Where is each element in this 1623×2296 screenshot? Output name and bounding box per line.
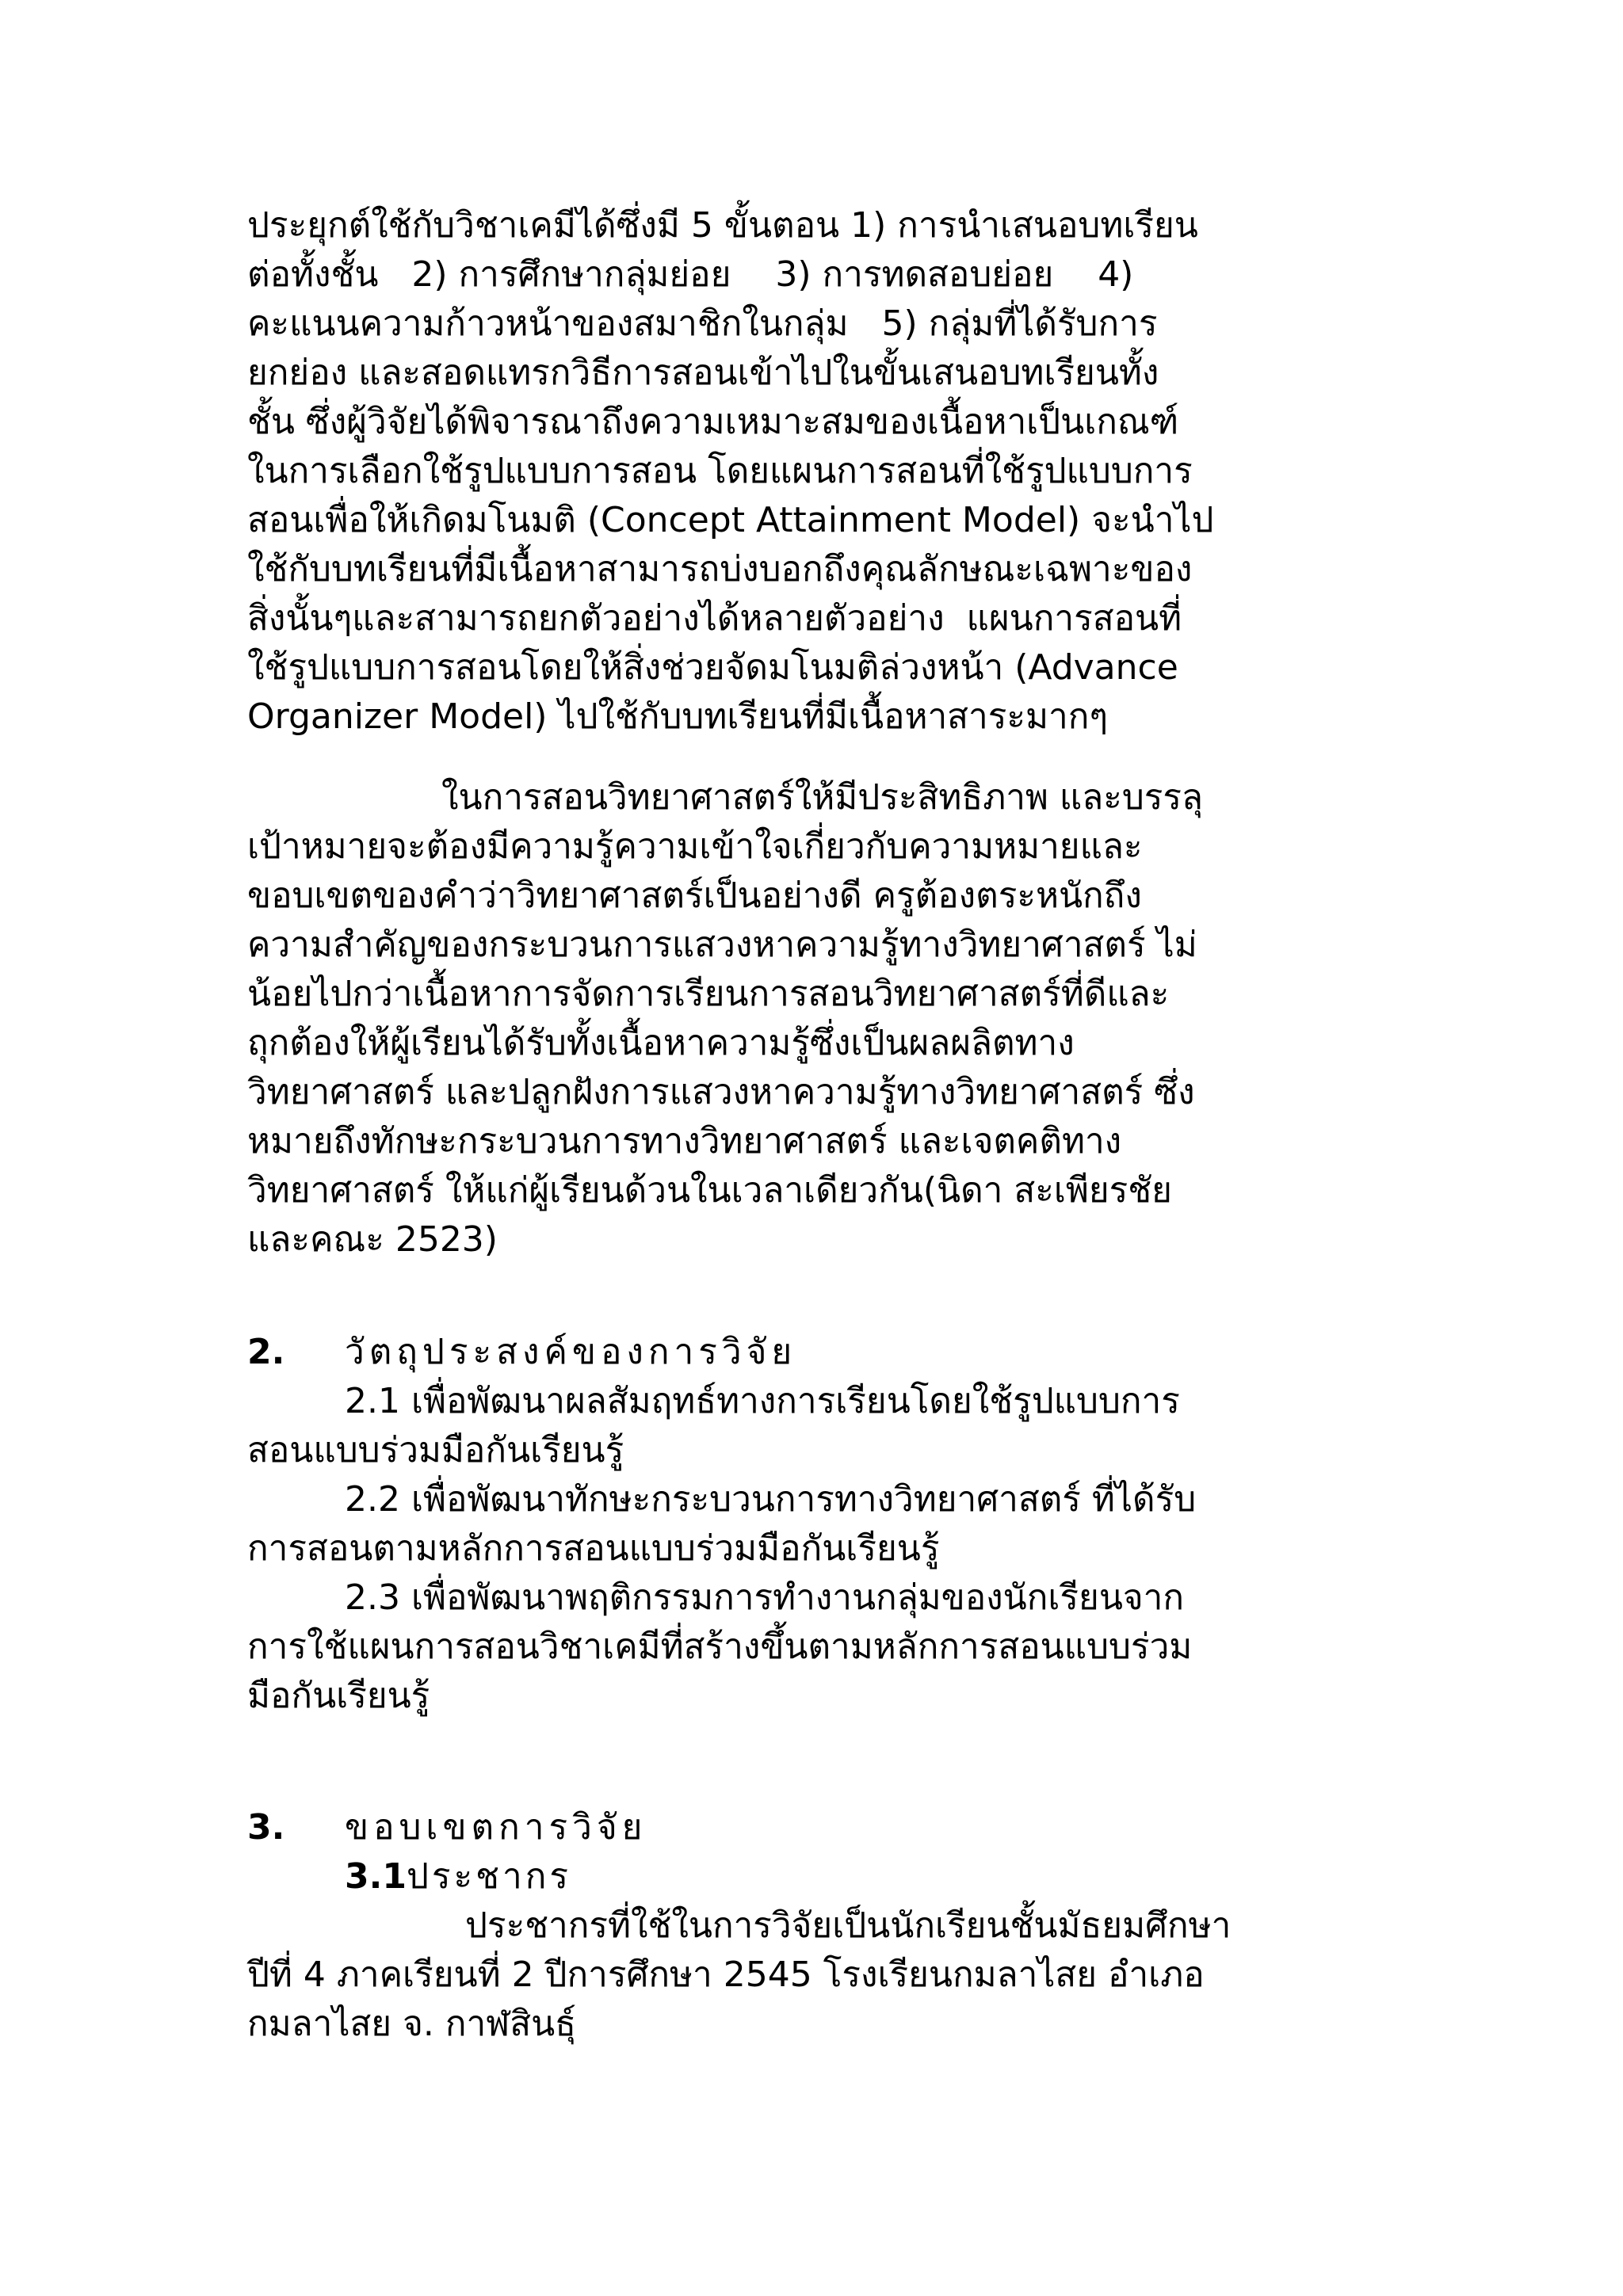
section-number: 3. [247,1807,285,1848]
section-number: 2. [247,1332,285,1372]
text-line: Organizer Model) ไปใช้กับบทเรียนที่มีเนื้อหาสาระมากๆ [247,696,1108,737]
subsection-title: ประชากร [406,1856,571,1897]
text-line: ขอบเขตของคำว่าวิทยาศาสตร์เป็นอย่างดี ครูต้องตระหนักถึง [247,875,1142,916]
text-line: และคณะ 2523) [247,1219,498,1260]
text-line: ถุกต้องให้ผู้เรียนได้รับทั้งเนื้อหาความรู้ซึ่งเป็นผลผลิตทาง [247,1023,1075,1063]
paragraph-1 [247,201,1404,742]
text-line: สิ่งนั้นๆและสามารถยกตัวอย่างได้หลายตัวอย่าง แผนการสอนที่ [247,598,1182,639]
text-line: ในการเลือกใช้รูปแบบการสอน โดยแผนการสอนที่ใช้รูปแบบการ [247,451,1193,491]
objective-line: มือกันเรียนรู้ [247,1676,430,1716]
objective-line: 2.1 เพื่อพัฒนาผลสัมฤทธ์ทางการเรียนโดยใช้รูปแบบการ [345,1381,1180,1421]
objective-line: การใช้แผนการสอนวิชาเคมีที่สร้างขึ้นตามหลักการสอนแบบร่วม [247,1627,1193,1667]
text-line: ประยุกต์ใช้กับวิชาเคมีได้ซึ่งมี 5 ขั้นตอน 1) การนำเสนอบทเรียน [247,205,1198,246]
text-line: ความสำคัญของกระบวนการแสวงหาความรู้ทางวิทยาศาสตร์ ไม่ [247,925,1197,965]
text-line: หมายถึงทักษะกระบวนการทางวิทยาศาสตร์ และเจตคติทาง [247,1121,1122,1161]
text-line: คะแนนความก้าวหน้าของสมาชิกในกลุ่ม 5) กลุ่มที่ได้รับการ [247,303,1158,344]
text-line: สอนเพื่อให้เกิดมโนมติ (Concept Attainment Model) จะนำไป [247,500,1214,540]
objective-line: สอนแบบร่วมมือกันเรียนรู้ [247,1430,624,1470]
section-title: วัตถุประสงค์ของการวิจัย [345,1332,797,1372]
section-2 [247,1328,1404,1721]
text-line: ชั้น ซึ่งผู้วิจัยได้พิจารณาถึงความเหมาะสมของเนื้อหาเป็นเกณฑ์ [247,402,1179,442]
text-line: ประชากรที่ใช้ในการวิจัยเป็นนักเรียนชั้นมัธยมศึกษา [465,1905,1232,1946]
subsection-number: 3.1 [345,1856,407,1897]
text-line: ยกย่อง และสอดแทรกวิธีการสอนเข้าไปในขั้นเสนอบทเรียนทั้ง [247,353,1159,393]
text-line: ต่อทั้งชั้น 2) การศึกษากลุ่มย่อย 3) การทดสอบย่อย 4) [247,254,1134,295]
text-line: กมลาไสย จ. กาฬสินธุ์ [247,2004,577,2044]
text-line: วิทยาศาสตร์ และปลูกฝังการแสวงหาความรู้ทางวิทยาศาสตร์ ซึ่ง [247,1072,1195,1112]
subsection-heading [247,1852,1404,1901]
section-3 [247,1803,1404,2049]
objective-line: 2.3 เพื่อพัฒนาพฤติกรรมการทำงานกลุ่มของนักเรียนจาก [345,1577,1185,1618]
paragraph-2 [247,773,1404,1264]
text-line: เป้าหมายจะต้องมีความรู้ความเข้าใจเกี่ยวกับความหมายและ [247,826,1143,867]
text-line: ปีที่ 4 ภาคเรียนที่ 2 ปีการศึกษา 2545 โรงเรียนกมลาไสย อำเภอ [247,1955,1205,1995]
text-line: ในการสอนวิทยาศาสตร์ให้มีประสิทธิภาพ และบรรลุ [441,777,1204,818]
text-line: วิทยาศาสตร์ ให้แก่ผู้เรียนด้วนในเวลาเดียวกัน(นิดา สะเพียรชัย [247,1170,1172,1211]
text-line: ใช้รูปแบบการสอนโดยให้สิ่งช่วยจัดมโนมติล่วงหน้า (Advance [247,647,1178,688]
text-line: น้อยไปกว่าเนื้อหาการจัดการเรียนการสอนวิทยาศาสตร์ที่ดีและ [247,974,1170,1014]
text-line: ใช้กับบทเรียนที่มีเนื้อหาสามารถบ่งบอกถึงคุณลักษณะเฉพาะของ [247,549,1193,589]
objective-line: 2.2 เพื่อพัฒนาทักษะกระบวนการทางวิทยาศาสตร์ ที่ได้รับ [345,1479,1197,1520]
section-heading [247,1328,1404,1377]
section-heading [247,1803,1404,1852]
section-title: ขอบเขตการวิจัย [345,1807,647,1848]
objective-line: การสอนตามหลักการสอนแบบร่วมมือกันเรียนรู้ [247,1528,940,1569]
